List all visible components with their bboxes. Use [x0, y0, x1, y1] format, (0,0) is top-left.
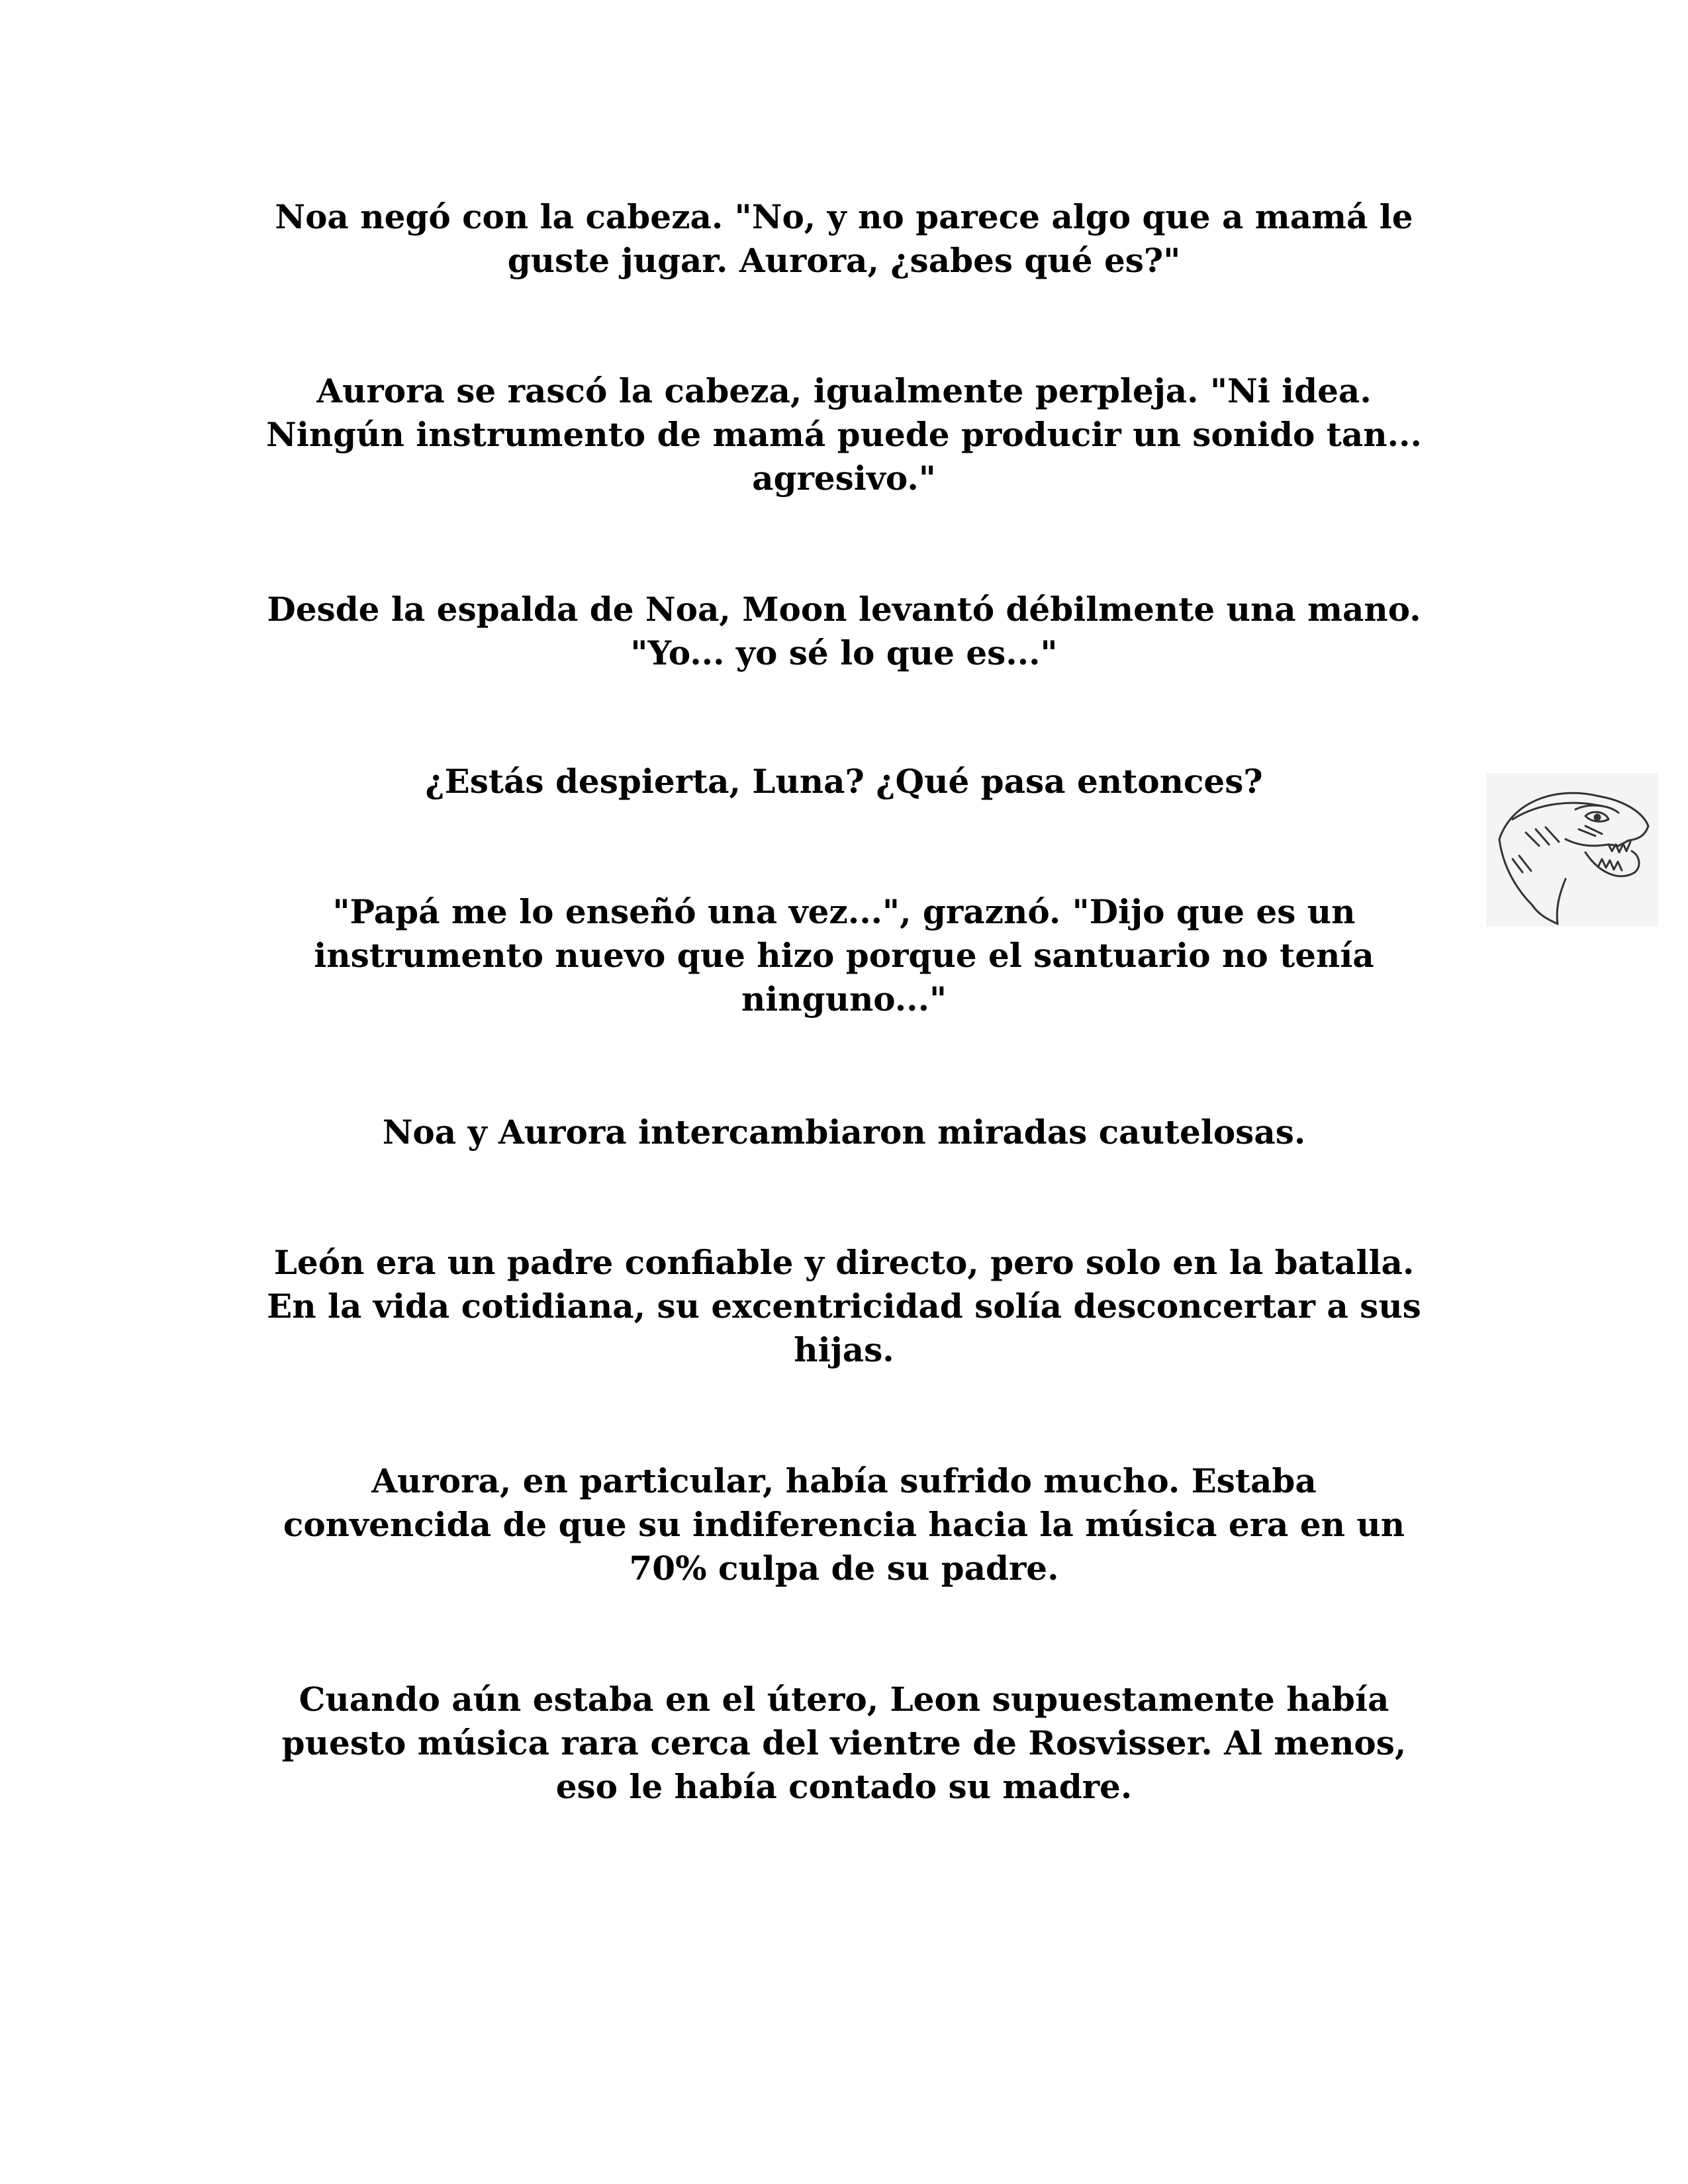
dinosaur-head-sketch-icon [1486, 773, 1658, 927]
paragraph-2: Aurora se rascó la cabeza, igualmente perpleja. "Ni idea. Ningún instrumento de mamá puede producir un sonido tan... agresivo." [266, 371, 1422, 498]
paragraph-3: Desde la espalda de Noa, Moon levantó débilmente una mano. "Yo... yo sé lo que es..." [267, 590, 1421, 672]
paragraph-1: Noa negó con la cabeza. "No, y no parece algo que a mamá le guste jugar. Aurora, ¿sabes qué es?" [275, 197, 1413, 280]
paragraph-5: "Papá me lo enseñó una vez...", graznó. "Dijo que es un instrumento nuevo que hizo porque el santuario no tenía ninguno..." [314, 892, 1374, 1019]
paragraph-4: ¿Estás despierta, Luna? ¿Qué pasa entonces? [425, 762, 1263, 801]
paragraph-9: Cuando aún estaba en el útero, Leon supuestamente había puesto música rara cerca del vientre de Rosvisser. Al menos, eso le había contado su madre. [281, 1680, 1407, 1806]
paragraph-8: Aurora, en particular, había sufrido mucho. Estaba convencida de que su indiferencia hacia la música era en un 70% culpa de su padre. [283, 1461, 1405, 1588]
paragraph-7: León era un padre confiable y directo, pero solo en la batalla. En la vida cotidiana, su excentricidad solía desconcertar a sus hijas. [267, 1243, 1421, 1369]
paragraph-6: Noa y Aurora intercambiaron miradas cautelosas. [382, 1113, 1306, 1152]
